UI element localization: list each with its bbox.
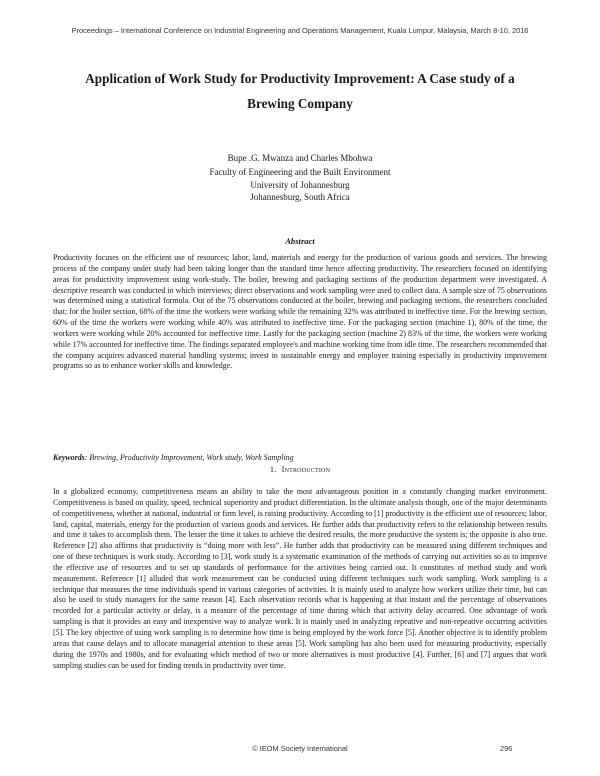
running-header: Proceedings – International Conference on Industrial Engineering and Operations Management, Kuala Lumpur, Malaysia, March 8-10, 2016 [71, 26, 529, 35]
keywords-separator: : [84, 453, 88, 462]
keywords-line [53, 453, 547, 462]
section-title: Introduction [281, 465, 331, 474]
introduction-text: In a globalized economy, competitiveness means an ability to take the most advantageous position in a constantly changing market environment. Competitiveness is based on quality, speed, technical superiority and product differentiation. In the ultimate analysis though, one of the major determinants of competitiveness, whether at national, industrial or firm level, is raising productivity. According to [1] productivity is the efficient use of resources; labor, land, capital, materials, energy for the production of various goods and services. He further adds that productivity refers to the relationship between results and time it takes to accomplish them. The lesser the time it takes to achieve the desired results, the more productive the system is; the opposite is also true. Reference [2] also affirms that productivity is “doing more with less”. He further adds that productivity can be measured using different techniques and one of these techniques is work study. According to [3], work study is a systematic examination of the methods of carrying out activities so as to improve the effective use of resources and to set up standards of performance for the activities being carried out. It constitutes of method study and work measurement. Reference [1] alluded that work measurement can be conducted using different techniques such work sampling. Work sampling is a technique that measures the time individuals spend in various categories of activities. It is mainly used to analyze how workers utilize their time, but can also be used to study managers for the same reason [4]. Each observation records what is happening at that instant and the percentage of observations recorded for a particular activity or delay, is a measure of the percentage of time during which that activity delay occurred. One advantage of work sampling is that it provides an easy and inexpensive way to analyze work. It is mainly used in analyzing repeative and non-repeative occurring activities [5]. The key objective of using work sampling is to determine how time is being employed by the work force [5]. Another objective is to identify problem areas that cause delays and to allocate managerial attention to these areas [5]. Work sampling has also been used for measuring productivity, especially during the 1970s and 1980s, and for evaluating which method of two or more alternatives is most productive [4]. Further, [6] and [7] argues that work sampling studies can be used for finding trends in productivity over time. [53, 487, 547, 670]
keywords-label: Keywords [53, 453, 85, 462]
affiliation-location: Johannesburg, South Africa [250, 191, 350, 202]
affiliation-faculty: Faculty of Engineering and the Built Environment [209, 167, 391, 178]
abstract-heading: Abstract [285, 236, 315, 246]
paper-title: Application of Work Study for Productivity Improvement: A Case study of a Brewing Company [85, 71, 515, 111]
abstract-text: Productivity focuses on the efficient use of resources; labor, land, materials and energy for the production of various goods and services. The brewing process of the company under study had been taking longer than the standard time hence affecting productivity. The researchers focused on identifying areas for productivity improvement using work-study. The boiler, brewing and packaging sections of the production department were investigated. A descriptive research was conducted in which interviews; direct observations and work sampling were used to collect data. A sample size of 75 observations was determined using a statistical formula. Out of the 75 observations conducted at the boiler, brewing and packaging sections, the researchers concluded that; for the boiler section, 68% of the time the workers were working while the remaining 32% was attributed to ineffective time. For the brewing section, 60% of the time the workers were working while 40% was attributed to ineffective time. For the packaging section (machine 1), 80% of the time, the workers were working while 20% accounted for ineffective time. Lastly for the packaging section (machine 2) 83% of the time, the workers were working while 17% accounted for ineffective time. The findings separated employee's and machine working time from idle time. The researchers recommended that the company acquires advanced material handling systems; invest in sustainable energy and employee training especially in productivity improvement programs so as to enhance worker skills and knowledge. [53, 253, 547, 371]
section-number: 1. [269, 465, 277, 474]
author-block [100, 152, 500, 203]
author-names: Bupe .G. Mwanza and Charles Mbohwa [227, 153, 373, 163]
affiliation-university: University of Johannesburg [250, 179, 350, 190]
section-heading [0, 465, 600, 474]
page-number: 296 [500, 744, 513, 753]
keywords-list: Brewing, Productivity Improvement, Work study, Work Sampling [89, 453, 294, 462]
footer-copyright: © IEOM Society International [252, 744, 348, 753]
